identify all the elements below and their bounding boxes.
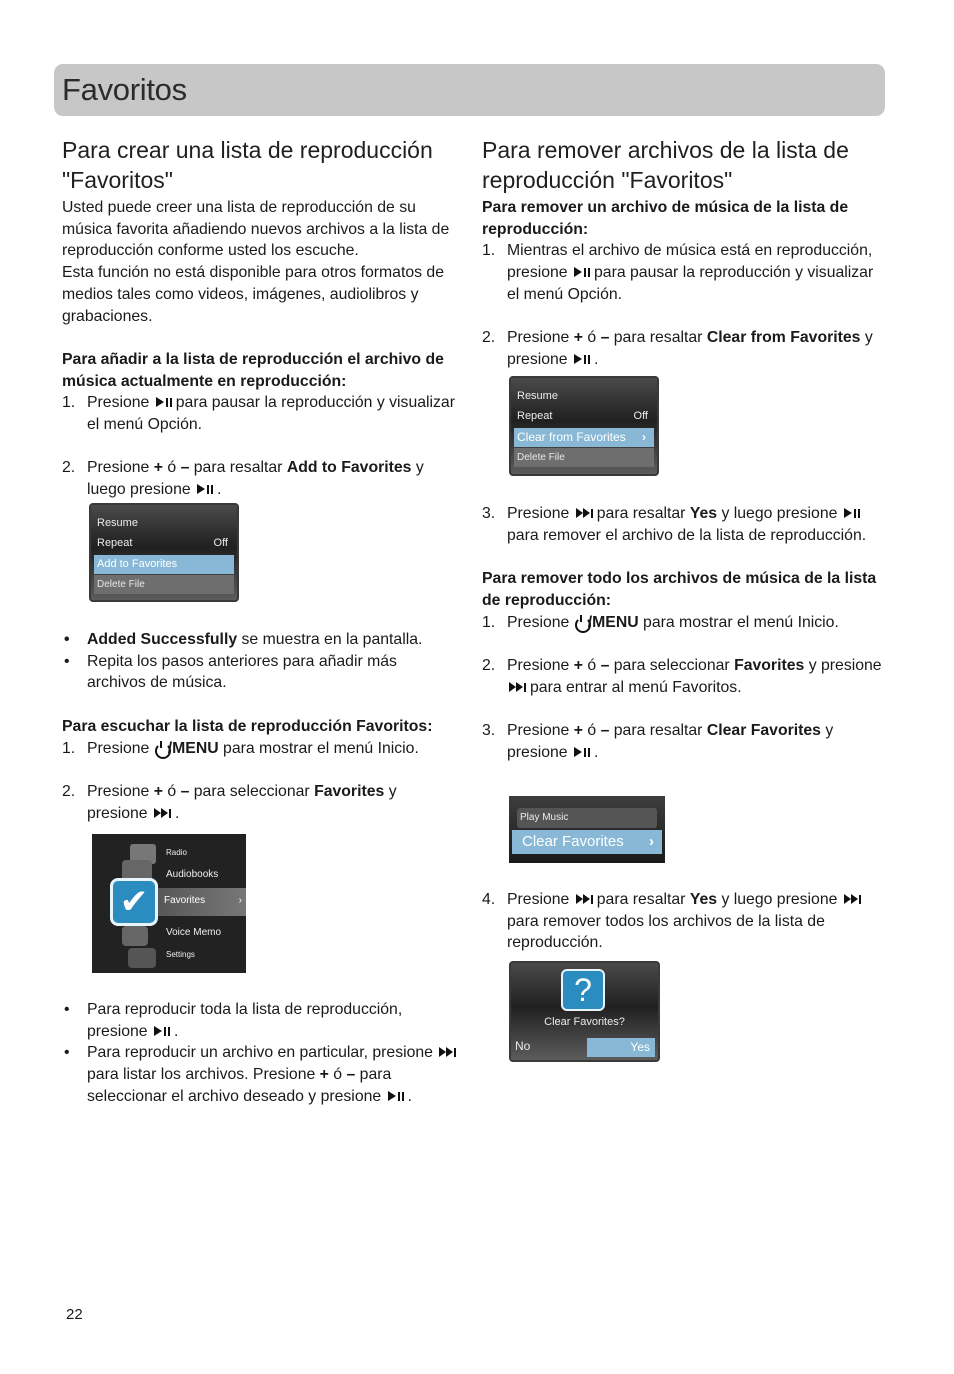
page-title: Favoritos: [62, 72, 187, 107]
clear-from-favorites-item[interactable]: Clear from Favorites ›: [514, 428, 654, 447]
right-step4: [482, 889, 882, 954]
remove-all-step-2: 2. Presione + ó – para seleccionar Favorites y presione para entrar al menú Favoritos.: [482, 656, 882, 696]
left-bullets-1: [62, 629, 458, 824]
listen-title: Para escuchar la lista de reproducción Favoritos:: [62, 717, 433, 735]
power-icon: [154, 741, 168, 755]
left-bullets-2: [62, 999, 462, 1108]
yes-option[interactable]: Yes: [587, 1038, 655, 1057]
play-pause-icon: [154, 1026, 172, 1037]
chevron-right-icon: ›: [649, 833, 654, 850]
home-menu-screen: ✔ Radio Audiobooks Favorites › Voice Memo Settings: [92, 834, 246, 973]
title-bar: [54, 64, 885, 116]
favorites-menu-item[interactable]: Favorites: [164, 895, 206, 906]
skip-forward-icon: [576, 894, 595, 905]
remove-all-step-4: 4. Presione para resaltar Yes y luego presione para remover todos los archivos de la lista de reproducción.: [482, 889, 882, 954]
play-pause-icon: [156, 397, 174, 408]
left-heading: Para crear una lista de reproducción "Favoritos": [62, 137, 433, 193]
add-title: Para añadir a la lista de reproducción el archivo de música actualmente en reproducción:: [62, 350, 444, 390]
right-heading: Para remover archivos de la lista de reproducción "Favoritos": [482, 137, 849, 193]
page-number: 22: [66, 1306, 83, 1323]
add-to-favorites-item[interactable]: Add to Favorites: [94, 555, 234, 574]
skip-forward-icon: [576, 508, 595, 519]
remove-all-step-1: 1. Presione /MENU para mostrar el menú Inicio.: [482, 613, 839, 631]
settings-icon: [128, 948, 156, 968]
screen-clear-favorites: Play Music Clear Favorites ›: [509, 796, 665, 863]
skip-forward-icon: [844, 894, 863, 905]
play-pause-icon: [844, 508, 862, 519]
bullet-added: • Added Successfully se muestra en la pantalla.: [64, 631, 423, 648]
skip-forward-icon: [509, 682, 528, 693]
clear-favorites-item[interactable]: Clear Favorites ›: [512, 830, 662, 854]
left-intro-2: Esta función no está disponible para otros formatos de medios tales como videos, imágenes, audiolibros y grabaciones.: [62, 264, 444, 325]
favorites-check-icon: ✔: [110, 878, 158, 926]
bullet-repeat: • Repita los pasos anteriores para añadir más archivos de música.: [64, 652, 397, 692]
right-column: [482, 135, 882, 371]
skip-forward-icon: [439, 1047, 458, 1058]
listen-step-1: 1. Presione /MENU para mostrar el menú Inicio.: [62, 739, 419, 757]
bullet-play-all: • Para reproducir toda la lista de reproducción, presione .: [64, 1001, 403, 1040]
question-icon: ?: [561, 969, 605, 1011]
remove-one-title: Para remover un archivo de música de la lista de reproducción:: [482, 199, 849, 238]
no-option[interactable]: No: [515, 1039, 531, 1053]
remove-all-title: Para remover todo los archivos de música de la lista de reproducción:: [482, 570, 877, 609]
play-pause-icon: [574, 267, 592, 278]
remove-one-step-2: 2. Presione + ó – para resaltar Clear from Favorites y presione .: [482, 329, 873, 368]
voice-memo-icon: [122, 926, 148, 946]
bullet-play-one: • Para reproducir un archivo en particular, presione para listar los archivos. Presione + ó – para seleccionar el archivo deseado y presione .: [62, 1042, 462, 1107]
screen-clear-from-favorites: Resume Repeat Off Clear from Favorites › Delete File: [509, 376, 659, 476]
chevron-right-icon: ›: [238, 895, 242, 906]
play-pause-icon: [574, 747, 592, 758]
right-mid: [482, 503, 882, 763]
power-icon: [574, 615, 588, 629]
skip-forward-icon: [154, 808, 173, 819]
play-pause-icon: [388, 1091, 406, 1102]
chevron-right-icon: ›: [642, 430, 646, 444]
add-step-1: 1. Presione para pausar la reproducción y visualizar el menú Opción.: [62, 394, 455, 434]
remove-all-step-3: 3. Presione + ó – para resaltar Clear Favorites y presione .: [482, 721, 834, 761]
remove-one-step-1: 1. Mientras el archivo de música está en reproducción, presione para pausar la reproducción y visualizar el menú Opción.: [482, 242, 874, 303]
screen-confirm-clear: ? Clear Favorites? No Yes: [509, 961, 660, 1062]
remove-one-step-3: 3. Presione para resaltar Yes y luego presione para remover el archivo de la lista de reproducción.: [482, 505, 867, 544]
play-pause-icon: [197, 484, 215, 495]
left-column: [62, 135, 458, 501]
screen-add-favorites: Resume Repeat Off Add to Favorites Delete File: [89, 503, 239, 602]
left-intro-1: Usted puede creer una lista de reproducción de su música favorita añadiendo nuevos archivos a la lista de reproducción conforme usted los escuche.: [62, 199, 450, 260]
listen-step-2: 2. Presione + ó – para seleccionar Favorites y presione .: [62, 782, 397, 822]
play-pause-icon: [574, 354, 592, 365]
add-step-2: 2. Presione + ó – para resaltar Add to Favorites y luego presione .: [62, 459, 424, 499]
